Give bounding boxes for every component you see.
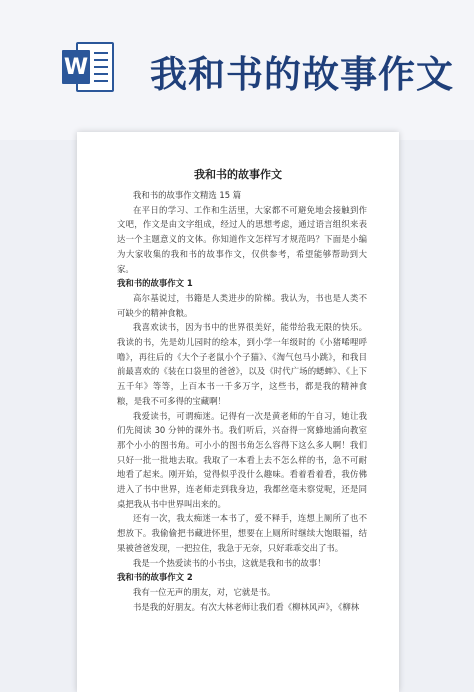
section-1-paragraph-4: 还有一次，我太痴迷一本书了，爱不释手，连想上厕所了也不想放下。我偷偷把书藏进怀里，想要在上厕所时继续大饱眼福，结果被爸爸发现，一把拉住，我急于无奈，只好乖乖交出了书。 [117,513,367,553]
word-logo-tile: W [62,50,90,84]
section-1-paragraph-5: 我是一个热爱读书的小书虫，这就是我和书的故事！ [133,557,326,568]
document-banner [0,0,474,140]
section-2-heading: 我和书的故事作文 2 [117,572,193,583]
section-1-paragraph-2: 我喜欢读书，因为书中的世界很美好，能带给我无限的快乐。我读的书，先是幼儿园时的绘本，到小学一年级时的《小猪唏哩呼噜》，再往后的《大个子老鼠小个子猫》、《淘气包马小跳》，和我目前最喜欢的《装在口袋里的爸爸》，以及《时代广场的蟋蟀》、《上下五千年》等等，上百本书一千多万字，这些书，都是我的精神食粮，是我不可多得的宝藏啊！ [117,322,367,406]
word-document-icon [62,38,114,96]
section-1-paragraph-3: 我爱读书，可谓痴迷。记得有一次是黄老师的午自习，她让我们先阅读 30 分钟的课外书。我们听后，兴奋得一窝蜂地涌向教室那个小小的图书角。可小小的图书角怎么容得下这么多人啊！我们只好一批一批地去取。我取了一本看上去不怎么样的书，急不可耐地看了起来。刚开始，觉得似乎没什么趣味。看着看着看，我仿佛进入了书中世界，连老师走到我身边，我都丝毫未察觉呢，还是同桌把我从书中世界叫出来的。 [117,410,367,509]
document-title: 我和书的故事作文 [194,168,282,181]
document-page [77,132,399,692]
intro-line: 我和书的故事作文精选 15 篇 [133,190,242,200]
section-1-heading: 我和书的故事作文 1 [117,278,193,289]
section-2-paragraph-2: 书是我的好朋友。有次大林老师让我们看《柳林风声》，《柳林 [133,601,360,612]
document-body [117,188,367,614]
intro-paragraph: 在平日的学习、工作和生活里，大家都不可避免地会接触到作文吧，作文是由文字组成，经过人的思想考虑，通过语言组织来表达一个主题意义的文体。你知道作文怎样写才规范吗？下面是小编为大家收集的我和书的故事作文，仅供参考，希望能够帮助到大家。 [117,204,367,274]
section-2-paragraph-1: 我有一位无声的朋友，对，它就是书。 [133,586,276,597]
banner-title: 我和书的故事作文 [150,53,454,96]
section-1-paragraph-1: 高尔基说过，书籍是人类进步的阶梯。我认为，书也是人类不可缺少的精神食粮。 [117,292,367,318]
